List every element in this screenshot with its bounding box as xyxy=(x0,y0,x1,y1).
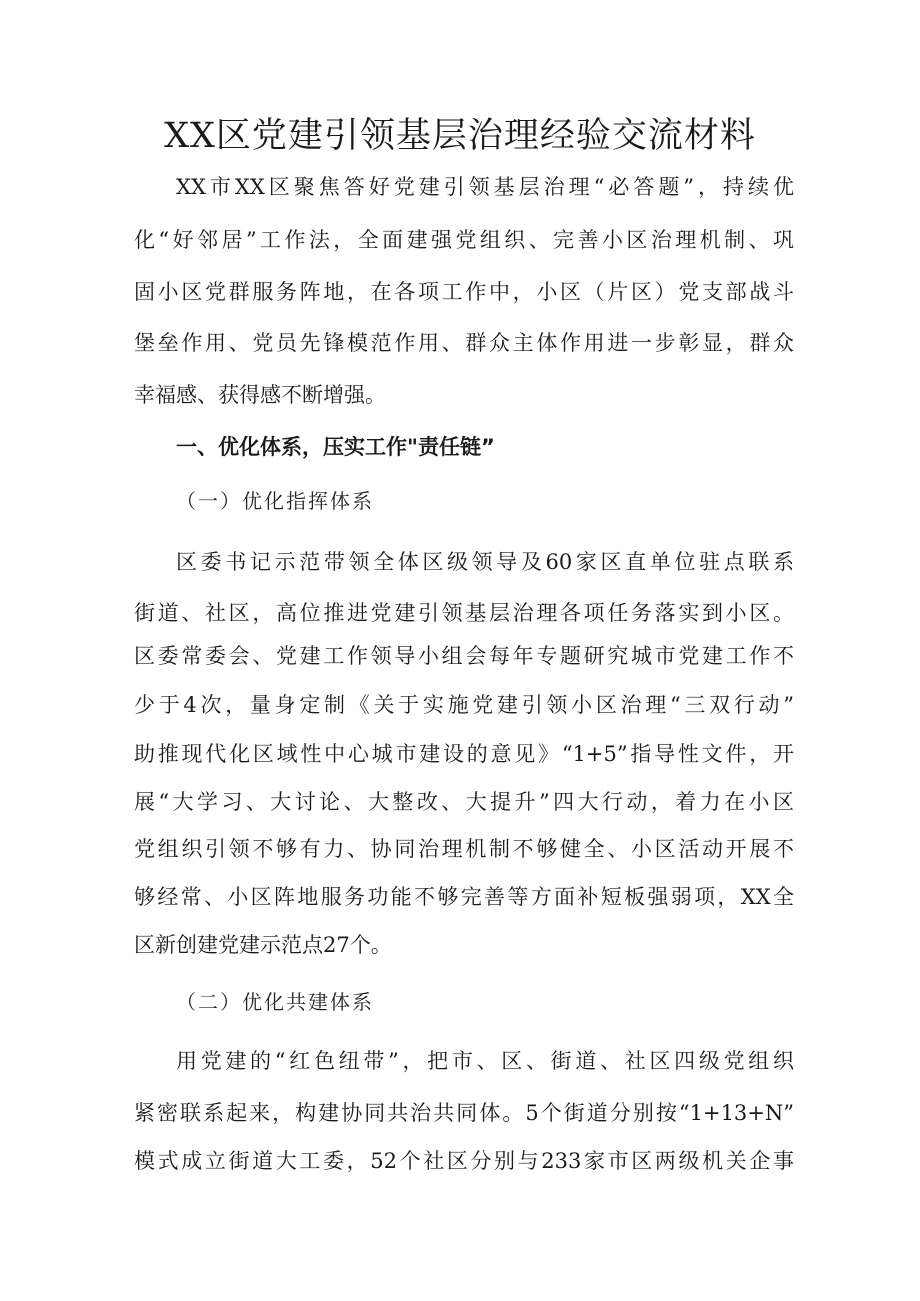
paragraph-line: 助推现代化区域性中心城市建设的意见》“1+5”指导性文件，开 xyxy=(134,742,794,766)
paragraph-line: 展“大学习、大讨论、大整改、大提升”四大行动，着力在小区 xyxy=(134,790,794,814)
paragraph-line: 街道、社区，高位推进党建引领基层治理各项任务落实到小区。 xyxy=(134,601,794,625)
paragraph-line: 党组织引领不够有力、协同治理机制不够健全、小区活动开展不 xyxy=(134,837,794,861)
paragraph-line: 幸福感、获得感不断增强。 xyxy=(134,383,386,407)
paragraph-line: 紧密联系起来，构建协同共治共同体。5个街道分别按“1+13+N” xyxy=(134,1101,794,1125)
paragraph-line: 少于4次，量身定制《关于实施党建引领小区治理“三双行动” xyxy=(134,693,794,717)
paragraph-line: 堡垒作用、党员先锋模范作用、群众主体作用进一步彰显，群众 xyxy=(134,331,794,355)
subsection-heading-2: （二）优化共建体系 xyxy=(176,990,374,1014)
paragraph-line: 区委书记示范带领全体区级领导及60家区直单位驻点联系 xyxy=(176,550,794,574)
paragraph-line: 化“好邻居”工作法，全面建强党组织、完善小区治理机制、巩 xyxy=(134,228,794,252)
paragraph-line: 区委常委会、党建工作领导小组会每年专题研究城市党建工作不 xyxy=(134,644,794,668)
subsection-heading-1: （一）优化指挥体系 xyxy=(176,489,374,513)
paragraph-line: 用党建的“红色纽带”，把市、区、街道、社区四级党组织 xyxy=(176,1049,794,1073)
paragraph-line: XX市XX区聚焦答好党建引领基层治理“必答题”，持续优 xyxy=(176,175,794,199)
paragraph-line: 区新创建党建示范点27个。 xyxy=(134,933,392,957)
paragraph-line: 够经常、小区阵地服务功能不够完善等方面补短板强弱项，XX全 xyxy=(134,885,794,909)
paragraph-line: 模式成立街道大工委，52个社区分别与233家市区两级机关企事 xyxy=(134,1149,794,1173)
paragraph-line: 固小区党群服务阵地，在各项工作中，小区（片区）党支部战斗 xyxy=(134,280,794,304)
section-heading-1: 一、优化体系，压实工作"责任链” xyxy=(176,435,495,459)
document-title: XX区党建引领基层治理经验交流材料 xyxy=(164,116,756,156)
